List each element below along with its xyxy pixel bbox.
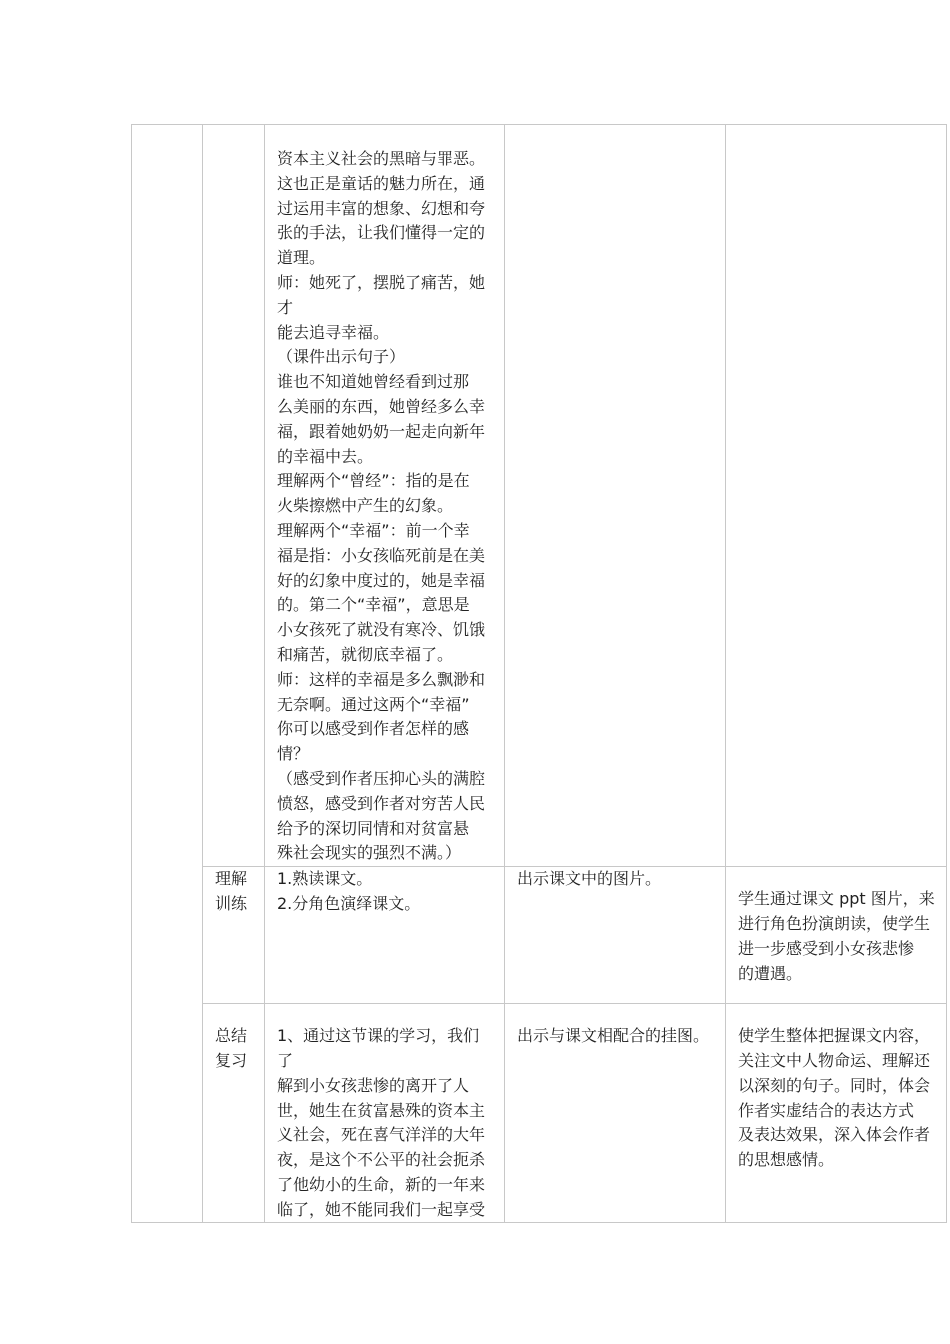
text-line: 和痛苦，就彻底幸福了。 [277, 644, 454, 664]
stage-cell [203, 867, 265, 1004]
text-line: （感受到作者压抑心头的满腔 [277, 768, 486, 788]
text-line: 给予的深切同情和对贫富悬 [277, 818, 470, 838]
text-line: 道理。 [277, 248, 326, 268]
stage-label-line: 复习 [215, 1050, 248, 1070]
design-intent-cell [726, 1004, 947, 1223]
stage-label [203, 1004, 264, 1074]
text-line: 师：这样的幸福是多么飘渺和 [277, 669, 486, 689]
stage-cell [203, 1004, 265, 1223]
text-line: 的幸福中去。 [277, 446, 374, 466]
text-line: 情？ [277, 744, 310, 764]
media-cell [505, 125, 726, 867]
table-row [132, 1004, 947, 1223]
media-text: 出示与课文相配合的挂图。 [517, 1026, 710, 1046]
text-line: 资本主义社会的黑暗与罪恶。 [277, 149, 486, 168]
text-line: 临了，她不能同我们一起享受 [277, 1199, 486, 1219]
text-line: 火柴擦燃中产生的幻象。 [277, 496, 454, 516]
text-line: 殊社会现实的强烈不满。） [277, 843, 462, 863]
teaching-content-text [265, 1004, 504, 1222]
text-line: 的。第二个“幸福”，意思是 [277, 595, 470, 615]
text-line: 你可以感受到作者怎样的感 [277, 719, 470, 739]
stage-label-line: 总结 [215, 1026, 248, 1046]
text-line: 1.熟读课文。 [277, 869, 373, 889]
media-cell [505, 1004, 726, 1223]
text-line: 进一步感受到小女孩悲惨 [738, 938, 915, 958]
text-line: 学生通过课文 ppt 图片，来 [738, 889, 935, 909]
text-line: 的思想感情。 [738, 1150, 835, 1170]
text-line: 解到小女孩悲惨的离开了人 [277, 1075, 470, 1095]
text-line: 愤怒，感受到作者对穷苦人民 [277, 793, 486, 813]
text-line: 理解两个“幸福”：前一个幸 [277, 520, 470, 540]
teaching-content-text [265, 125, 504, 866]
design-intent-cell [726, 867, 947, 1004]
text-line: 师：她死了，摆脱了痛苦，她才 [277, 272, 486, 317]
text-line: 了他幼小的生命，新的一年来 [277, 1174, 486, 1194]
text-line: 理解两个“曾经”：指的是在 [277, 471, 470, 491]
table-row [132, 867, 947, 1004]
text-line: 关注文中人物命运、理解还 [738, 1050, 931, 1070]
text-line: 义社会，死在喜气洋洋的大年 [277, 1125, 486, 1145]
lesson-plan-table [131, 124, 947, 1223]
text-line: 以深刻的句子。同时，体会 [738, 1075, 931, 1095]
teaching-content-cell [265, 125, 505, 867]
media-cell [505, 867, 726, 1004]
stage-label-line: 理解 [215, 869, 248, 889]
design-intent-text [726, 1004, 946, 1173]
section-column-cell [132, 125, 203, 1223]
media-text: 出示课文中的图片。 [517, 869, 662, 889]
design-intent-text [726, 867, 946, 986]
teaching-content-text [265, 867, 504, 917]
text-line: 福，跟着她奶奶一起走向新年 [277, 421, 486, 441]
teaching-content-cell [265, 1004, 505, 1223]
design-intent-cell [726, 125, 947, 867]
text-line: 使学生整体把握课文内容， [738, 1026, 931, 1046]
text-line: 谁也不知道她曾经看到过那 [277, 372, 470, 392]
table-row [132, 125, 947, 867]
text-line: 及表达效果，深入体会作者 [738, 1125, 931, 1145]
text-line: 的遭遇。 [738, 963, 803, 983]
text-line: 世，她生在贫富悬殊的资本主 [277, 1100, 486, 1120]
text-line: 么美丽的东西，她曾经多么幸 [277, 396, 486, 416]
text-line: 1、通过这节课的学习，我们了 [277, 1026, 480, 1070]
text-line: 这也正是童话的魅力所在，通 [277, 173, 486, 193]
text-line: 好的幻象中度过的，她是幸福 [277, 570, 486, 590]
text-line: 能去追寻幸福。 [277, 322, 390, 342]
text-line: （课件出示句子） [277, 347, 406, 367]
text-line: 夜，是这个不公平的社会扼杀 [277, 1150, 486, 1170]
stage-label [203, 867, 264, 917]
stage-label-line: 训练 [215, 893, 248, 913]
text-line: 过运用丰富的想象、幻想和夸 [277, 198, 486, 218]
stage-cell [203, 125, 265, 867]
teaching-content-cell [265, 867, 505, 1004]
text-line: 福是指：小女孩临死前是在美 [277, 545, 486, 565]
text-line: 作者实虚结合的表达方式 [738, 1100, 915, 1120]
text-line: 进行角色扮演朗读，使学生 [738, 913, 931, 933]
text-line: 无奈啊。通过这两个“幸福” [277, 694, 470, 714]
text-line: 2.分角色演绎课文。 [277, 893, 421, 913]
text-line: 小女孩死了就没有寒冷、饥饿 [277, 620, 486, 640]
text-line: 张的手法，让我们懂得一定的 [277, 223, 486, 243]
